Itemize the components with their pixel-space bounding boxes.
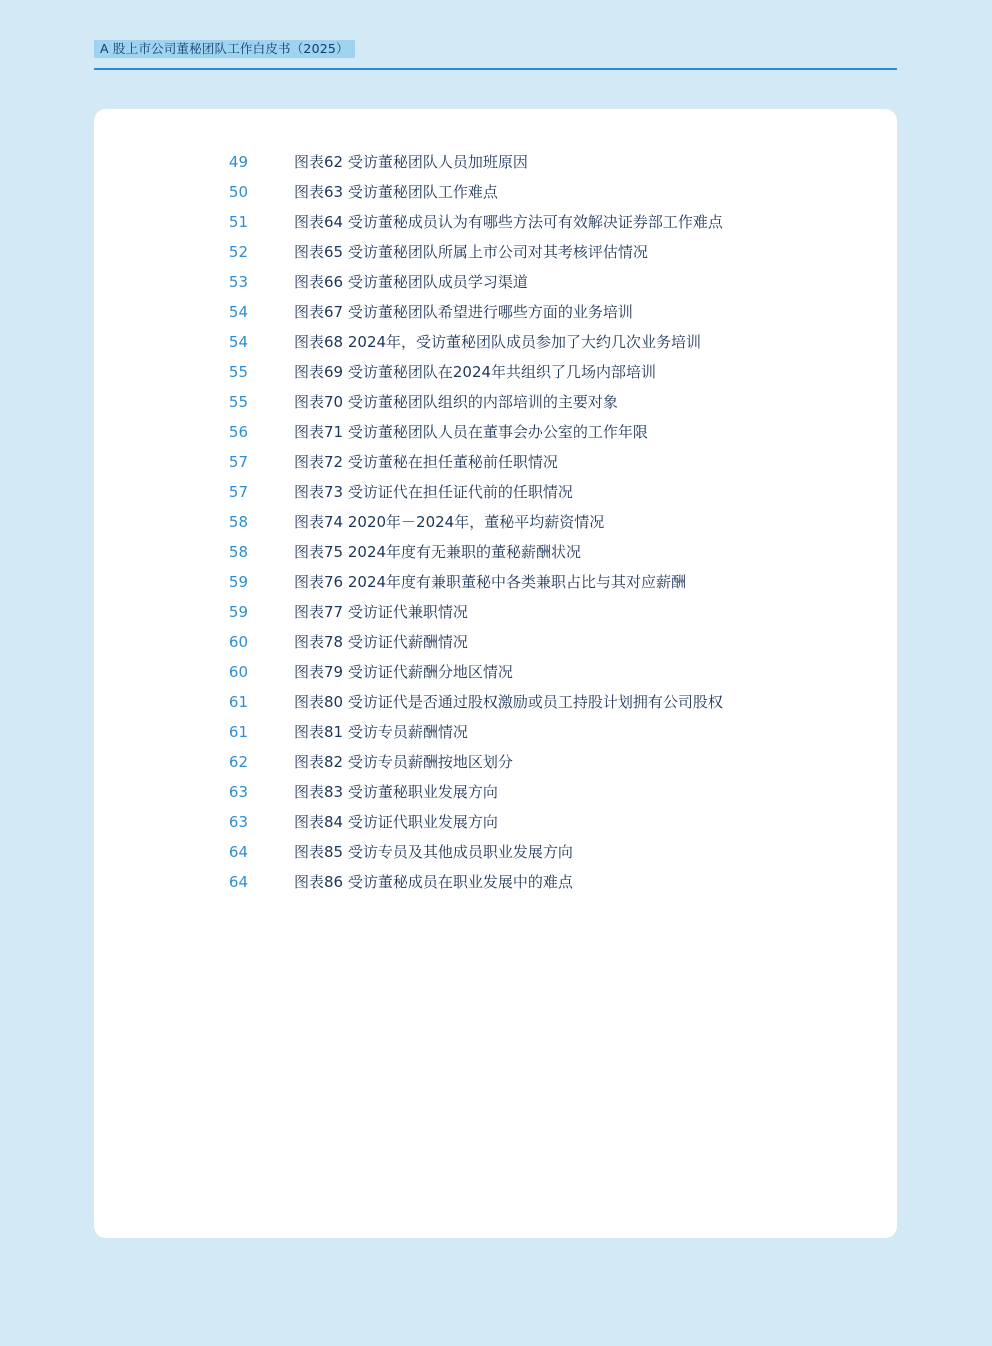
toc-figure-title: 图表84 受访证代职业发展方向 bbox=[294, 813, 498, 831]
toc-page-number: 63 bbox=[228, 783, 248, 801]
toc-figure-title: 图表81 受访专员薪酬情况 bbox=[294, 723, 468, 741]
toc-figure-title: 图表73 受访证代在担任证代前的任职情况 bbox=[294, 483, 573, 501]
toc-figure-title: 图表67 受访董秘团队希望进行哪些方面的业务培训 bbox=[294, 303, 633, 321]
toc-figure-title: 图表74 2020年－2024年，董秘平均薪资情况 bbox=[294, 513, 605, 531]
header-divider bbox=[94, 68, 897, 70]
toc-entry[interactable] bbox=[94, 747, 897, 777]
toc-page-number: 55 bbox=[228, 363, 248, 381]
toc-entry[interactable] bbox=[94, 537, 897, 567]
toc-entry[interactable] bbox=[94, 597, 897, 627]
toc-page-number: 54 bbox=[228, 303, 248, 321]
toc-entry[interactable] bbox=[94, 207, 897, 237]
toc-figure-title: 图表68 2024年，受访董秘团队成员参加了大约几次业务培训 bbox=[294, 333, 702, 351]
toc-page-number: 62 bbox=[228, 753, 248, 771]
toc-figure-title: 图表75 2024年度有无兼职的董秘薪酬状况 bbox=[294, 543, 582, 561]
toc-page-number: 63 bbox=[228, 813, 248, 831]
toc-entry[interactable] bbox=[94, 447, 897, 477]
toc-figure-title: 图表62 受访董秘团队人员加班原因 bbox=[294, 153, 528, 171]
toc-entry[interactable] bbox=[94, 297, 897, 327]
toc-entry[interactable] bbox=[94, 327, 897, 357]
toc-entry[interactable] bbox=[94, 177, 897, 207]
toc-page-number: 59 bbox=[228, 573, 248, 591]
toc-page-number: 56 bbox=[228, 423, 248, 441]
toc-entry[interactable] bbox=[94, 237, 897, 267]
toc-entry[interactable] bbox=[94, 867, 897, 897]
page-header bbox=[94, 40, 897, 70]
toc-page-number: 58 bbox=[228, 543, 248, 561]
toc-figure-title: 图表65 受访董秘团队所属上市公司对其考核评估情况 bbox=[294, 243, 648, 261]
toc-entry[interactable] bbox=[94, 717, 897, 747]
toc-page-number: 61 bbox=[228, 723, 248, 741]
toc-page-number: 51 bbox=[228, 213, 248, 231]
toc-page-number: 64 bbox=[228, 873, 248, 891]
toc-figure-title: 图表82 受访专员薪酬按地区划分 bbox=[294, 753, 513, 771]
toc-entry[interactable] bbox=[94, 387, 897, 417]
toc-figure-title: 图表86 受访董秘成员在职业发展中的难点 bbox=[294, 873, 573, 891]
toc-entry[interactable] bbox=[94, 507, 897, 537]
toc-figure-title: 图表80 受访证代是否通过股权激励或员工持股计划拥有公司股权 bbox=[294, 693, 723, 711]
toc-figure-title: 图表78 受访证代薪酬情况 bbox=[294, 633, 468, 651]
toc-entry[interactable] bbox=[94, 567, 897, 597]
toc-page-number: 55 bbox=[228, 393, 248, 411]
toc-page-number: 53 bbox=[228, 273, 248, 291]
contents-panel bbox=[94, 109, 897, 1238]
toc-entry[interactable] bbox=[94, 687, 897, 717]
toc-page-number: 59 bbox=[228, 603, 248, 621]
toc-entry[interactable] bbox=[94, 807, 897, 837]
figure-list bbox=[94, 147, 897, 897]
toc-entry[interactable] bbox=[94, 147, 897, 177]
toc-figure-title: 图表71 受访董秘团队人员在董事会办公室的工作年限 bbox=[294, 423, 648, 441]
toc-figure-title: 图表76 2024年度有兼职董秘中各类兼职占比与其对应薪酬 bbox=[294, 573, 687, 591]
toc-entry[interactable] bbox=[94, 267, 897, 297]
toc-figure-title: 图表72 受访董秘在担任董秘前任职情况 bbox=[294, 453, 558, 471]
toc-entry[interactable] bbox=[94, 417, 897, 447]
toc-page-number: 50 bbox=[228, 183, 248, 201]
toc-page-number: 60 bbox=[228, 633, 248, 651]
toc-figure-title: 图表69 受访董秘团队在2024年共组织了几场内部培训 bbox=[294, 363, 657, 381]
toc-page-number: 58 bbox=[228, 513, 248, 531]
toc-figure-title: 图表85 受访专员及其他成员职业发展方向 bbox=[294, 843, 573, 861]
toc-page-number: 49 bbox=[228, 153, 248, 171]
toc-figure-title: 图表83 受访董秘职业发展方向 bbox=[294, 783, 498, 801]
toc-page-number: 54 bbox=[228, 333, 248, 351]
toc-figure-title: 图表64 受访董秘成员认为有哪些方法可有效解决证券部工作难点 bbox=[294, 213, 723, 231]
toc-figure-title: 图表70 受访董秘团队组织的内部培训的主要对象 bbox=[294, 393, 618, 411]
toc-figure-title: 图表77 受访证代兼职情况 bbox=[294, 603, 468, 621]
toc-page-number: 61 bbox=[228, 693, 248, 711]
toc-entry[interactable] bbox=[94, 837, 897, 867]
toc-entry[interactable] bbox=[94, 477, 897, 507]
toc-page-number: 52 bbox=[228, 243, 248, 261]
toc-page-number: 57 bbox=[228, 453, 248, 471]
toc-figure-title: 图表79 受访证代薪酬分地区情况 bbox=[294, 663, 513, 681]
toc-entry[interactable] bbox=[94, 777, 897, 807]
toc-entry[interactable] bbox=[94, 627, 897, 657]
toc-entry[interactable] bbox=[94, 357, 897, 387]
toc-page-number: 60 bbox=[228, 663, 248, 681]
toc-entry[interactable] bbox=[94, 657, 897, 687]
toc-figure-title: 图表66 受访董秘团队成员学习渠道 bbox=[294, 273, 528, 291]
toc-page-number: 57 bbox=[228, 483, 248, 501]
document-title: A 股上市公司董秘团队工作白皮书（2025） bbox=[94, 40, 355, 58]
toc-page-number: 64 bbox=[228, 843, 248, 861]
toc-figure-title: 图表63 受访董秘团队工作难点 bbox=[294, 183, 498, 201]
